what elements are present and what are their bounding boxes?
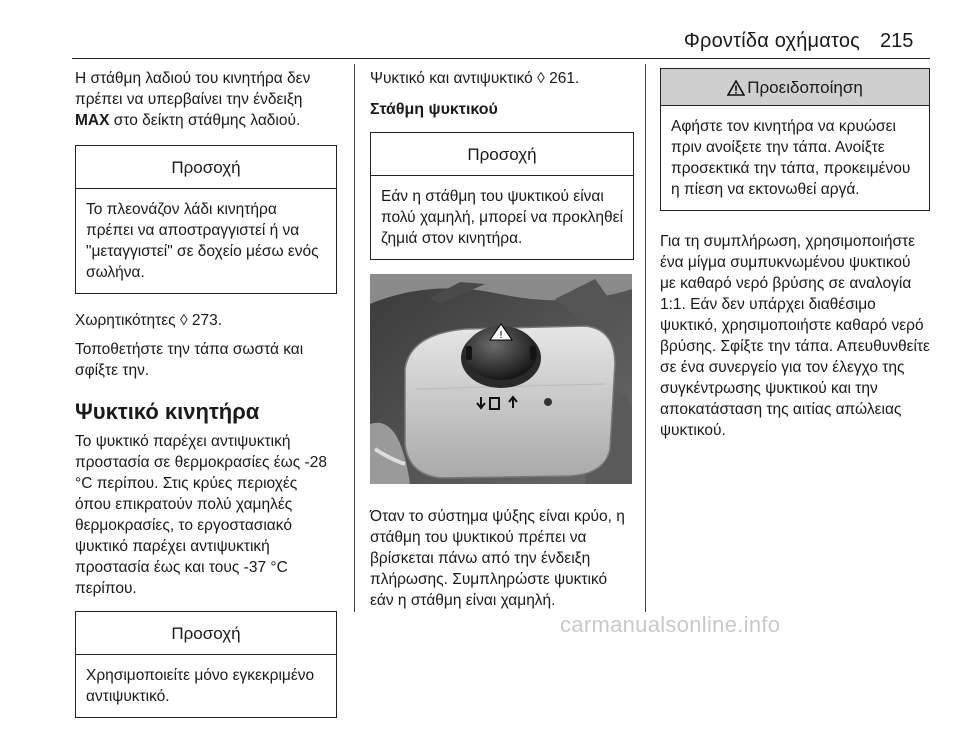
- caution-text: Εάν η στάθμη του ψυκτικού είναι πολύ χαμηλή, μπορεί να προκληθεί ζημιά στον κινητήρα.: [381, 188, 623, 247]
- caution-text: Το πλεονάζον λάδι κινητήρα πρέπει να αποστραγγιστεί ή να "μεταγγιστεί" σε δοχείο μέσω ενός σωλήνα.: [86, 201, 319, 281]
- coolant-antifreeze-reference[interactable]: Ψυκτικό και αντιψυκτικό ◊ 261.: [370, 70, 580, 87]
- oil-level-paragraph: [75, 68, 337, 131]
- page-number: 215: [880, 30, 914, 52]
- caution-title: Προσοχή: [76, 146, 336, 189]
- capacities-reference[interactable]: Χωρητικότητες ◊ 273.: [75, 312, 223, 329]
- engine-coolant-heading: Ψυκτικό κινητήρα: [75, 399, 260, 424]
- coolant-level-heading: Στάθμη ψυκτικού: [370, 101, 498, 118]
- caution-title: Προσοχή: [371, 133, 633, 176]
- column-divider-2: [645, 64, 646, 612]
- warning-box: [660, 68, 930, 211]
- caution-box-antifreeze: [75, 611, 337, 718]
- warning-header: [661, 69, 929, 106]
- max-mark: MAX: [75, 112, 110, 129]
- column-2: [370, 68, 634, 619]
- coolant-fill-paragraph: Όταν το σύστημα ψύξης είναι κρύο, η στάθμη του ψυκτικού πρέπει να βρίσκεται πάνω από την ένδειξη πλήρωσης. Συμπληρώστε ψυκτικό εάν η στάθμη είναι χαμηλή.: [370, 508, 625, 609]
- caution-box-coolant: [370, 132, 634, 260]
- oil-level-text-end: στο δείκτη στάθμης λαδιού.: [113, 112, 301, 129]
- section-title: Φροντίδα οχήματος: [683, 30, 860, 52]
- caution-text: Χρησιμοποιείτε μόνο εγκεκριμένο αντιψυκτικό.: [86, 667, 315, 705]
- refill-paragraph: Για τη συμπλήρωση, χρησιμοποιήστε ένα μίγμα συμπυκνωμένου ψυκτικού με καθαρό νερό βρύσης σε αναλογία 1:1. Εάν δεν υπάρχει διαθέσιμο ψυκτικό, χρησιμοποιήστε καθαρό νερό βρύσης. Σφίξτε την τάπα. Απευθυνθείτε σε ένα συνεργείο για τον έλεγχο της συγκέντρωσης ψυκτικού και την αποκατάσταση της αιτίας απώλειας ψυκτικού.: [660, 233, 930, 439]
- coolant-tank-photo: [370, 274, 632, 484]
- oil-level-text: Η στάθμη λαδιού του κινητήρα δεν πρέπει να υπερβαίνει την ένδειξη: [75, 70, 311, 108]
- caution-title: Προσοχή: [76, 612, 336, 655]
- header-divider: [72, 58, 930, 59]
- column-1: [75, 68, 337, 732]
- svg-text:!: !: [498, 330, 504, 341]
- warning-title: Προειδοποίηση: [747, 78, 863, 97]
- warning-triangle-icon: [727, 80, 745, 96]
- watermark: carmanualsonline.info: [560, 612, 781, 637]
- warning-text: Αφήστε τον κινητήρα να κρυώσει πριν ανοίξετε την τάπα. Ανοίξτε προσεκτικά την τάπα, προκειμένου η πίεση να εκτονωθεί αργά.: [671, 118, 911, 198]
- column-3: [660, 68, 930, 449]
- column-divider-1: [354, 64, 355, 612]
- coolant-paragraph: Το ψυκτικό παρέχει αντιψυκτική προστασία σε θερμοκρασίες έως -28 °C περίπου. Στις κρύες περιοχές όπου επικρατούν πολύ χαμηλές θερμοκρασίες, το εργοστασιακό ψυκτικό παρέχει αντιψυκτική προστασία έως και τους -37 °C περίπου.: [75, 433, 327, 597]
- cap-instruction: Τοποθετήστε την τάπα σωστά και σφίξτε την.: [75, 341, 304, 379]
- caution-box-oil: [75, 145, 337, 294]
